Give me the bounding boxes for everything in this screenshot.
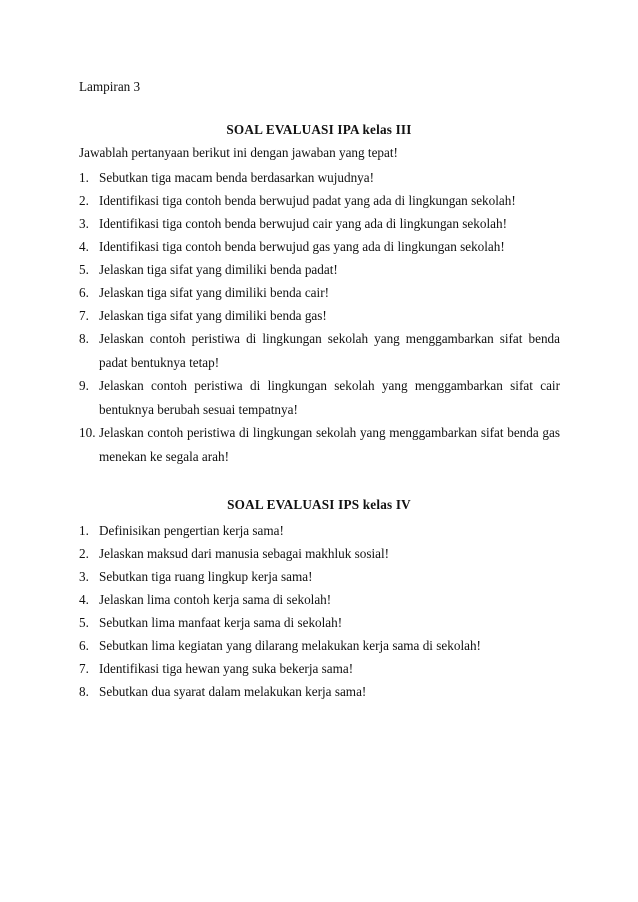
question-item: [79, 166, 560, 189]
question-item: [79, 374, 560, 421]
question-number: 10.: [79, 425, 96, 440]
ips-question-list: [79, 519, 560, 703]
question-item: [79, 657, 560, 680]
ipa-instructions: Jawablah pertanyaan berikut ini dengan jawaban yang tepat!: [79, 145, 398, 160]
question-text: Jelaskan contoh peristiwa di lingkungan sekolah yang menggambarkan sifat cair bentuknya berubah sesuai tempatnya!: [99, 378, 560, 417]
question-item: [79, 588, 560, 611]
question-item: [79, 634, 560, 657]
question-item: [79, 611, 560, 634]
question-text: Sebutkan dua syarat dalam melakukan kerja sama!: [99, 684, 367, 699]
question-text: Sebutkan tiga macam benda berdasarkan wujudnya!: [99, 170, 375, 185]
question-text: Jelaskan lima contoh kerja sama di sekolah!: [99, 592, 332, 607]
question-number: 2.: [79, 193, 89, 208]
question-item: [79, 281, 560, 304]
question-number: 7.: [79, 308, 89, 323]
question-text: Identifikasi tiga contoh benda berwujud cair yang ada di lingkungan sekolah!: [99, 216, 507, 231]
question-number: 6.: [79, 638, 89, 653]
question-text: Sebutkan tiga ruang lingkup kerja sama!: [99, 569, 313, 584]
ips-section-title: SOAL EVALUASI IPS kelas IV: [227, 497, 411, 512]
question-item: [79, 212, 560, 235]
question-text: Sebutkan lima manfaat kerja sama di sekolah!: [99, 615, 343, 630]
question-item: [79, 421, 560, 468]
question-item: [79, 542, 560, 565]
question-text: Identifikasi tiga contoh benda berwujud gas yang ada di lingkungan sekolah!: [99, 239, 505, 254]
question-item: [79, 258, 560, 281]
question-number: 6.: [79, 285, 89, 300]
question-item: [79, 304, 560, 327]
question-text: Definisikan pengertian kerja sama!: [99, 523, 284, 538]
question-number: 3.: [79, 569, 89, 584]
question-number: 2.: [79, 546, 89, 561]
question-item: [79, 565, 560, 588]
question-text: Sebutkan lima kegiatan yang dilarang melakukan kerja sama di sekolah!: [99, 638, 481, 653]
question-text: Jelaskan tiga sifat yang dimiliki benda padat!: [99, 262, 338, 277]
question-item: [79, 327, 560, 374]
question-text: Jelaskan maksud dari manusia sebagai makhluk sosial!: [99, 546, 390, 561]
question-text: Identifikasi tiga contoh benda berwujud padat yang ada di lingkungan sekolah!: [99, 193, 516, 208]
question-number: 5.: [79, 262, 89, 277]
question-item: [79, 680, 560, 703]
question-item: [79, 519, 560, 542]
question-number: 8.: [79, 684, 89, 699]
question-number: 1.: [79, 170, 89, 185]
ipa-question-list: [79, 166, 560, 468]
question-number: 1.: [79, 523, 89, 538]
lampiran-label: Lampiran 3: [79, 79, 141, 94]
question-number: 8.: [79, 331, 89, 346]
question-number: 3.: [79, 216, 89, 231]
question-text: Identifikasi tiga hewan yang suka bekerja sama!: [99, 661, 354, 676]
question-number: 7.: [79, 661, 89, 676]
question-number: 4.: [79, 592, 89, 607]
question-text: Jelaskan contoh peristiwa di lingkungan sekolah yang menggambarkan sifat benda padat bentuknya tetap!: [99, 331, 560, 370]
question-number: 4.: [79, 239, 89, 254]
ipa-section-title: SOAL EVALUASI IPA kelas III: [226, 122, 412, 137]
question-number: 5.: [79, 615, 89, 630]
question-item: [79, 189, 560, 212]
question-text: Jelaskan tiga sifat yang dimiliki benda gas!: [99, 308, 327, 323]
question-item: [79, 235, 560, 258]
question-text: Jelaskan tiga sifat yang dimiliki benda cair!: [99, 285, 329, 300]
question-text: Jelaskan contoh peristiwa di lingkungan sekolah yang menggambarkan sifat benda gas menekan ke segala arah!: [99, 425, 560, 464]
question-number: 9.: [79, 378, 89, 393]
